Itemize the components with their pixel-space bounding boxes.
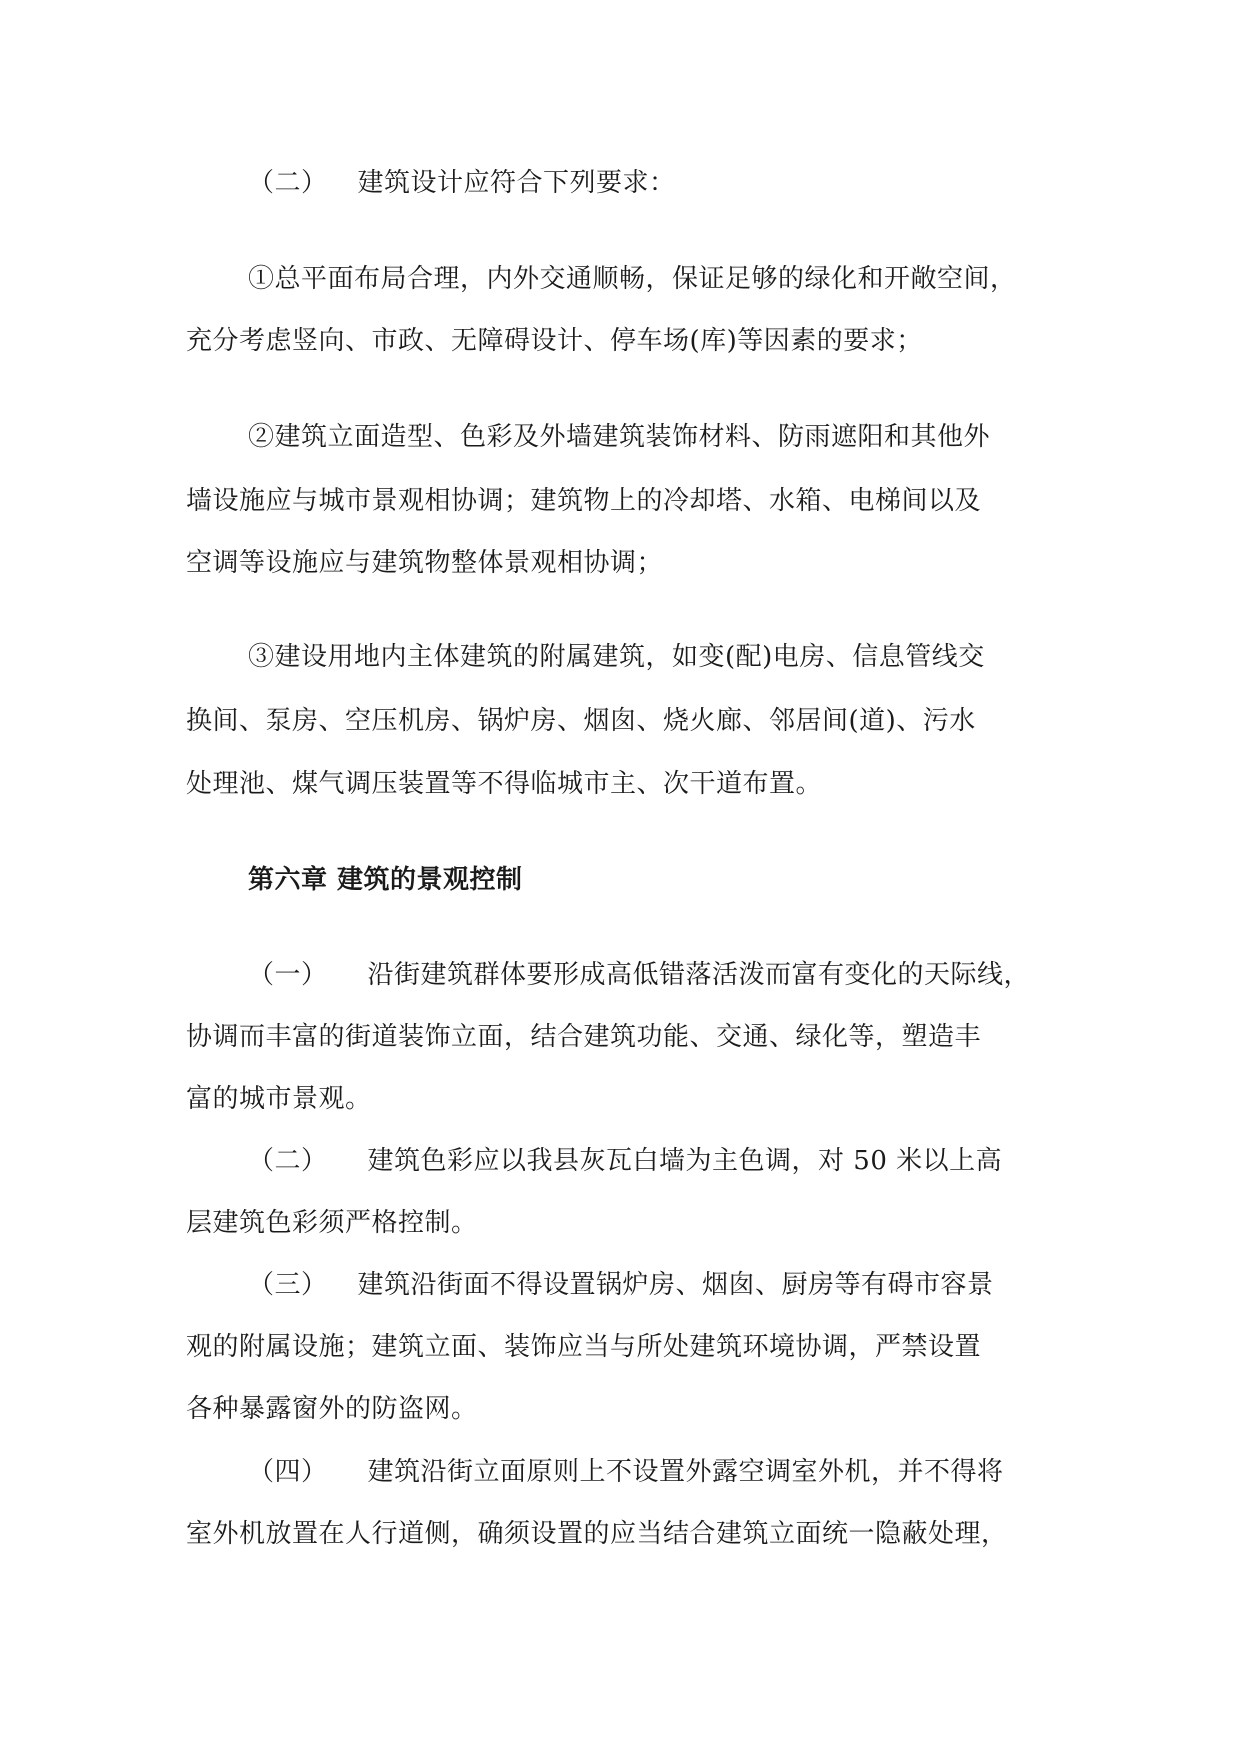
item-3-line-3: 处理池、煤气调压装置等不得临城市主、次干道布置。 bbox=[186, 769, 823, 799]
item-3-line-1: ③建设用地内主体建筑的附属建筑，如变(配)电房、信息管线交 bbox=[248, 642, 985, 672]
section-2-line bbox=[248, 166, 676, 200]
item-3-line-2: 换间、泵房、空压机房、锅炉房、烟囱、烧火廊、邻居间(道)、污水 bbox=[186, 706, 976, 736]
para-2-line-2: 层建筑色彩须严格控制。 bbox=[186, 1208, 478, 1238]
para-marker: （三） bbox=[248, 1270, 328, 1300]
para-1-line-3: 富的城市景观。 bbox=[186, 1084, 372, 1114]
para-marker: （二） bbox=[248, 1146, 328, 1176]
para-4-line-2: 室外机放置在人行道侧，确须设置的应当结合建筑立面统一隐蔽处理， bbox=[186, 1519, 1008, 1549]
item-2-line-3: 空调等设施应与建筑物整体景观相协调； bbox=[186, 548, 664, 578]
item-2-line-2: 墙设施应与城市景观相协调；建筑物上的冷却塔、水箱、电梯间以及 bbox=[186, 486, 982, 516]
para-3-line-3: 各种暴露窗外的防盗网。 bbox=[186, 1394, 478, 1424]
section-text: 建筑设计应符合下列要求： bbox=[357, 168, 676, 198]
item-1-line-2: 充分考虑竖向、市政、无障碍设计、停车场(库)等因素的要求； bbox=[186, 326, 923, 356]
para-text: 建筑色彩应以我县灰瓦白墙为主色调，对 50 米以上高 bbox=[367, 1146, 1003, 1176]
item-1-line-1: ①总平面布局合理，内外交通顺畅，保证足够的绿化和开敞空间， bbox=[248, 264, 1017, 294]
para-text: 建筑沿街面不得设置锅炉房、烟囱、厨房等有碍市容景 bbox=[357, 1270, 994, 1300]
para-1-line-2: 协调而丰富的街道装饰立面，结合建筑功能、交通、绿化等，塑造丰 bbox=[186, 1022, 982, 1052]
para-text: 建筑沿街立面原则上不设置外露空调室外机，并不得将 bbox=[367, 1457, 1004, 1487]
section-marker: （二） bbox=[248, 168, 328, 198]
chapter-heading: 第六章 建筑的景观控制 bbox=[248, 865, 523, 895]
para-text: 沿街建筑群体要形成高低错落活泼而富有变化的天际线， bbox=[367, 960, 1031, 990]
para-1-line-1 bbox=[248, 958, 1030, 992]
para-4-line-1 bbox=[248, 1455, 1004, 1489]
para-3-line-2: 观的附属设施；建筑立面、装饰应当与所处建筑环境协调，严禁设置 bbox=[186, 1332, 982, 1362]
para-marker: （四） bbox=[248, 1457, 328, 1487]
item-2-line-1: ②建筑立面造型、色彩及外墙建筑装饰材料、防雨遮阳和其他外 bbox=[248, 422, 991, 452]
para-3-line-1 bbox=[248, 1268, 994, 1302]
para-2-line-1 bbox=[248, 1144, 1002, 1178]
para-marker: （一） bbox=[248, 960, 328, 990]
